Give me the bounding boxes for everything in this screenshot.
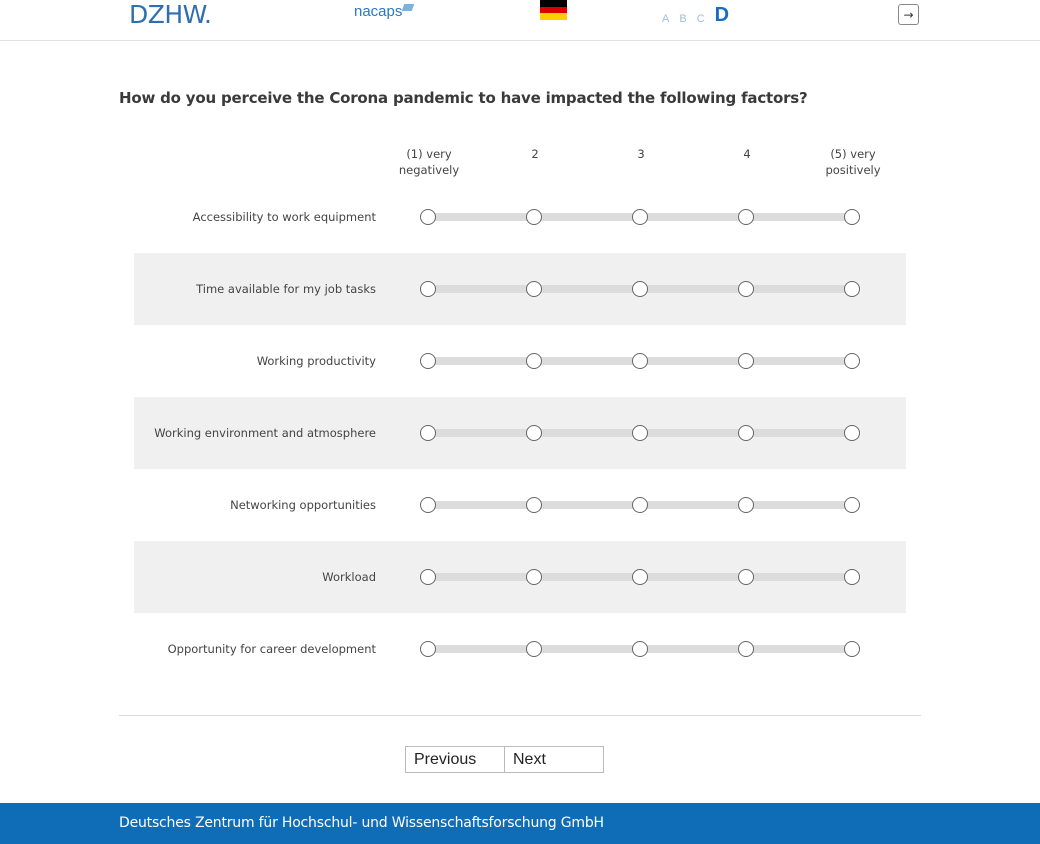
radio-option-5[interactable] — [844, 425, 860, 441]
font-size-d[interactable]: D — [714, 4, 730, 26]
scale-label-3-line1: 3 — [637, 147, 645, 161]
radio-option-5[interactable] — [844, 569, 860, 585]
row-label: Time available for my job tasks — [196, 282, 376, 296]
radio-option-2[interactable] — [526, 641, 542, 657]
page-navigation — [405, 746, 604, 773]
radio-option-2[interactable] — [526, 425, 542, 441]
radio-option-2[interactable] — [526, 497, 542, 513]
german-flag-icon[interactable] — [540, 0, 567, 20]
radio-option-3[interactable] — [632, 425, 648, 441]
font-size-a[interactable]: A — [662, 13, 670, 25]
radio-option-3[interactable] — [632, 353, 648, 369]
matrix-row — [134, 541, 906, 613]
graduation-cap-icon — [402, 4, 415, 11]
scale-label-5-line2: positively — [825, 163, 881, 177]
footer — [0, 803, 1040, 844]
radio-option-1[interactable] — [420, 425, 436, 441]
logout-arrow-icon: → — [903, 7, 914, 22]
row-label: Working environment and atmosphere — [154, 426, 376, 440]
scale-label-2-line1: 2 — [531, 147, 539, 161]
previous-button[interactable]: Previous — [405, 746, 505, 773]
radio-option-4[interactable] — [738, 425, 754, 441]
radio-option-4[interactable] — [738, 281, 754, 297]
radio-option-3[interactable] — [632, 569, 648, 585]
scale-label-4-line1: 4 — [743, 147, 751, 161]
radio-option-4[interactable] — [738, 569, 754, 585]
flag-stripe-red — [540, 7, 567, 14]
row-label: Accessibility to work equipment — [192, 210, 376, 224]
scale-label-2 — [490, 146, 580, 162]
matrix-row — [134, 325, 906, 397]
radio-option-3[interactable] — [632, 497, 648, 513]
font-size-b[interactable]: B — [679, 13, 687, 25]
matrix-row — [134, 181, 906, 253]
radio-option-2[interactable] — [526, 569, 542, 585]
font-size-c[interactable]: C — [696, 13, 705, 25]
radio-option-2[interactable] — [526, 281, 542, 297]
footer-text: Deutsches Zentrum für Hochschul- und Wissenschaftsforschung GmbH — [119, 815, 604, 831]
scale-label-1-line1: (1) very — [406, 147, 452, 161]
row-label: Workload — [322, 570, 376, 584]
nacaps-logo-text: nacaps — [354, 3, 403, 20]
radio-option-1[interactable] — [420, 641, 436, 657]
row-label: Working productivity — [256, 354, 376, 368]
radio-option-5[interactable] — [844, 353, 860, 369]
radio-option-2[interactable] — [526, 353, 542, 369]
logout-button[interactable] — [898, 4, 919, 25]
radio-option-1[interactable] — [420, 281, 436, 297]
dzhw-logo[interactable]: DZHW. — [129, 0, 212, 29]
radio-option-4[interactable] — [738, 641, 754, 657]
matrix-row — [134, 613, 906, 685]
next-button[interactable]: Next — [505, 746, 604, 773]
matrix-row — [134, 253, 906, 325]
radio-option-3[interactable] — [632, 281, 648, 297]
scale-label-5 — [808, 146, 898, 178]
radio-option-1[interactable] — [420, 353, 436, 369]
radio-option-3[interactable] — [632, 209, 648, 225]
radio-option-2[interactable] — [526, 209, 542, 225]
radio-option-4[interactable] — [738, 353, 754, 369]
scale-label-1-line2: negatively — [398, 163, 460, 177]
radio-option-4[interactable] — [738, 209, 754, 225]
matrix-row — [134, 469, 906, 541]
nacaps-logo[interactable] — [354, 3, 413, 21]
radio-option-5[interactable] — [844, 281, 860, 297]
radio-option-1[interactable] — [420, 569, 436, 585]
radio-option-1[interactable] — [420, 209, 436, 225]
scale-label-1 — [384, 146, 474, 178]
matrix-row — [134, 397, 906, 469]
scale-label-3 — [596, 146, 686, 162]
scale-label-5-line1: (5) very — [830, 147, 876, 161]
font-size-selector — [662, 0, 729, 26]
radio-option-5[interactable] — [844, 209, 860, 225]
question-text: How do you perceive the Corona pandemic to have impacted the following factors? — [119, 89, 808, 107]
radio-option-5[interactable] — [844, 641, 860, 657]
radio-option-3[interactable] — [632, 641, 648, 657]
row-label: Networking opportunities — [230, 498, 376, 512]
scale-label-4 — [702, 146, 792, 162]
flag-stripe-gold — [540, 13, 567, 20]
header — [0, 0, 1040, 41]
row-label: Opportunity for career development — [167, 642, 376, 656]
radio-option-4[interactable] — [738, 497, 754, 513]
radio-option-1[interactable] — [420, 497, 436, 513]
divider — [119, 715, 921, 716]
flag-stripe-black — [540, 0, 567, 7]
radio-option-5[interactable] — [844, 497, 860, 513]
